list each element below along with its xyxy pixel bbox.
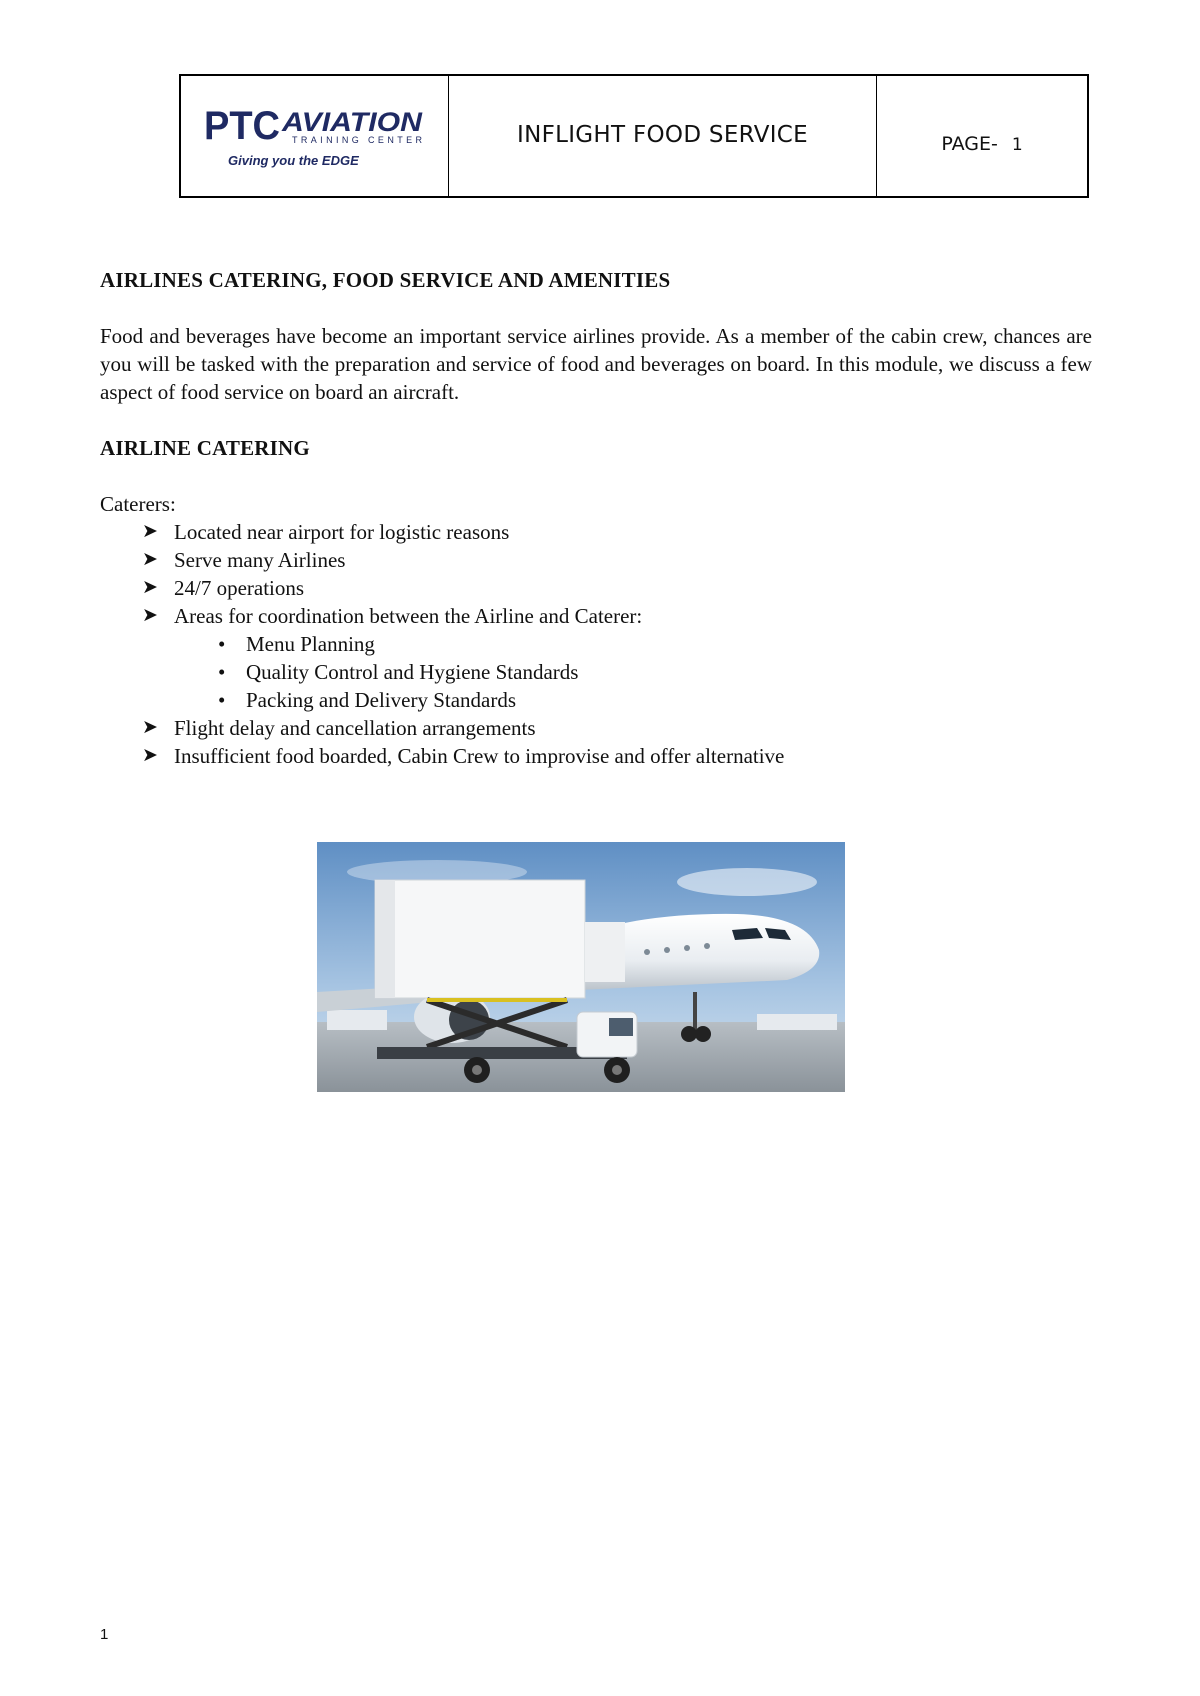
list-item xyxy=(100,742,1092,770)
caterers-list-continued xyxy=(100,714,1092,770)
sublist-item-text: Packing and Delivery Standards xyxy=(246,688,517,712)
list-item xyxy=(100,518,1092,546)
list-item-text: Insufficient food boarded, Cabin Crew to improvise and offer alternative xyxy=(174,744,785,768)
catering-truck-illustration xyxy=(317,842,845,1092)
section-amenities xyxy=(100,266,1092,406)
page-number: 1 xyxy=(1011,135,1023,155)
page-cell xyxy=(877,76,1087,196)
sublist-item-text: Menu Planning xyxy=(246,632,375,656)
logo-brand: PTC xyxy=(203,104,280,148)
arrow-bullet-icon: ➤ xyxy=(142,605,158,626)
list-item-text: Serve many Airlines xyxy=(174,548,346,572)
logo-tagline: Giving you the EDGE xyxy=(227,153,359,168)
list-item-text: Areas for coordination between the Airline and Caterer: xyxy=(174,604,643,628)
arrow-bullet-icon: ➤ xyxy=(142,549,158,570)
logo-sub: TRAINING CENTER xyxy=(291,135,422,145)
list-item-text: Located near airport for logistic reasons xyxy=(174,520,510,544)
logo-word: AVIATION xyxy=(280,107,423,137)
sublist-item xyxy=(100,658,1092,686)
list-item-text: Flight delay and cancellation arrangements xyxy=(174,716,536,740)
arrow-bullet-icon: ➤ xyxy=(142,717,158,738)
ptc-aviation-logo xyxy=(200,101,430,171)
caterers-list xyxy=(100,518,1092,630)
page-label xyxy=(941,133,1022,155)
section-heading: AIRLINE CATERING xyxy=(100,436,310,460)
bullet-dot-icon: • xyxy=(218,660,226,684)
list-item xyxy=(100,602,1092,630)
sublist-item-text: Quality Control and Hygiene Standards xyxy=(246,660,579,684)
section-catering xyxy=(100,434,1092,770)
list-item-text: 24/7 operations xyxy=(174,576,305,600)
title-cell xyxy=(449,76,877,196)
header-table xyxy=(179,74,1089,198)
footer-page-number: 1 xyxy=(100,1626,109,1643)
page-label-text: PAGE- xyxy=(941,133,998,155)
coordination-sublist xyxy=(100,630,1092,714)
list-item xyxy=(100,546,1092,574)
bullet-dot-icon: • xyxy=(218,688,226,712)
list-item xyxy=(100,574,1092,602)
bullet-dot-icon: • xyxy=(218,632,226,656)
sublist-item xyxy=(100,686,1092,714)
caterers-label: Caterers: xyxy=(100,492,176,516)
catering-truck-photo xyxy=(317,842,845,1092)
section-heading: AIRLINES CATERING, FOOD SERVICE AND AMENITIES xyxy=(100,268,671,292)
logo-cell xyxy=(181,76,449,196)
arrow-bullet-icon: ➤ xyxy=(142,577,158,598)
list-item xyxy=(100,714,1092,742)
intro-paragraph: Food and beverages have become an important service airlines provide. As a member of the cabin crew, chances are you will be tasked with the preparation and service of food and beverages on board. In this module, we discuss a few aspect of food service on board an aircraft. xyxy=(100,324,1092,404)
document-title: INFLIGHT FOOD SERVICE xyxy=(516,122,808,148)
sublist-item xyxy=(100,630,1092,658)
arrow-bullet-icon: ➤ xyxy=(142,521,158,542)
arrow-bullet-icon: ➤ xyxy=(142,745,158,766)
